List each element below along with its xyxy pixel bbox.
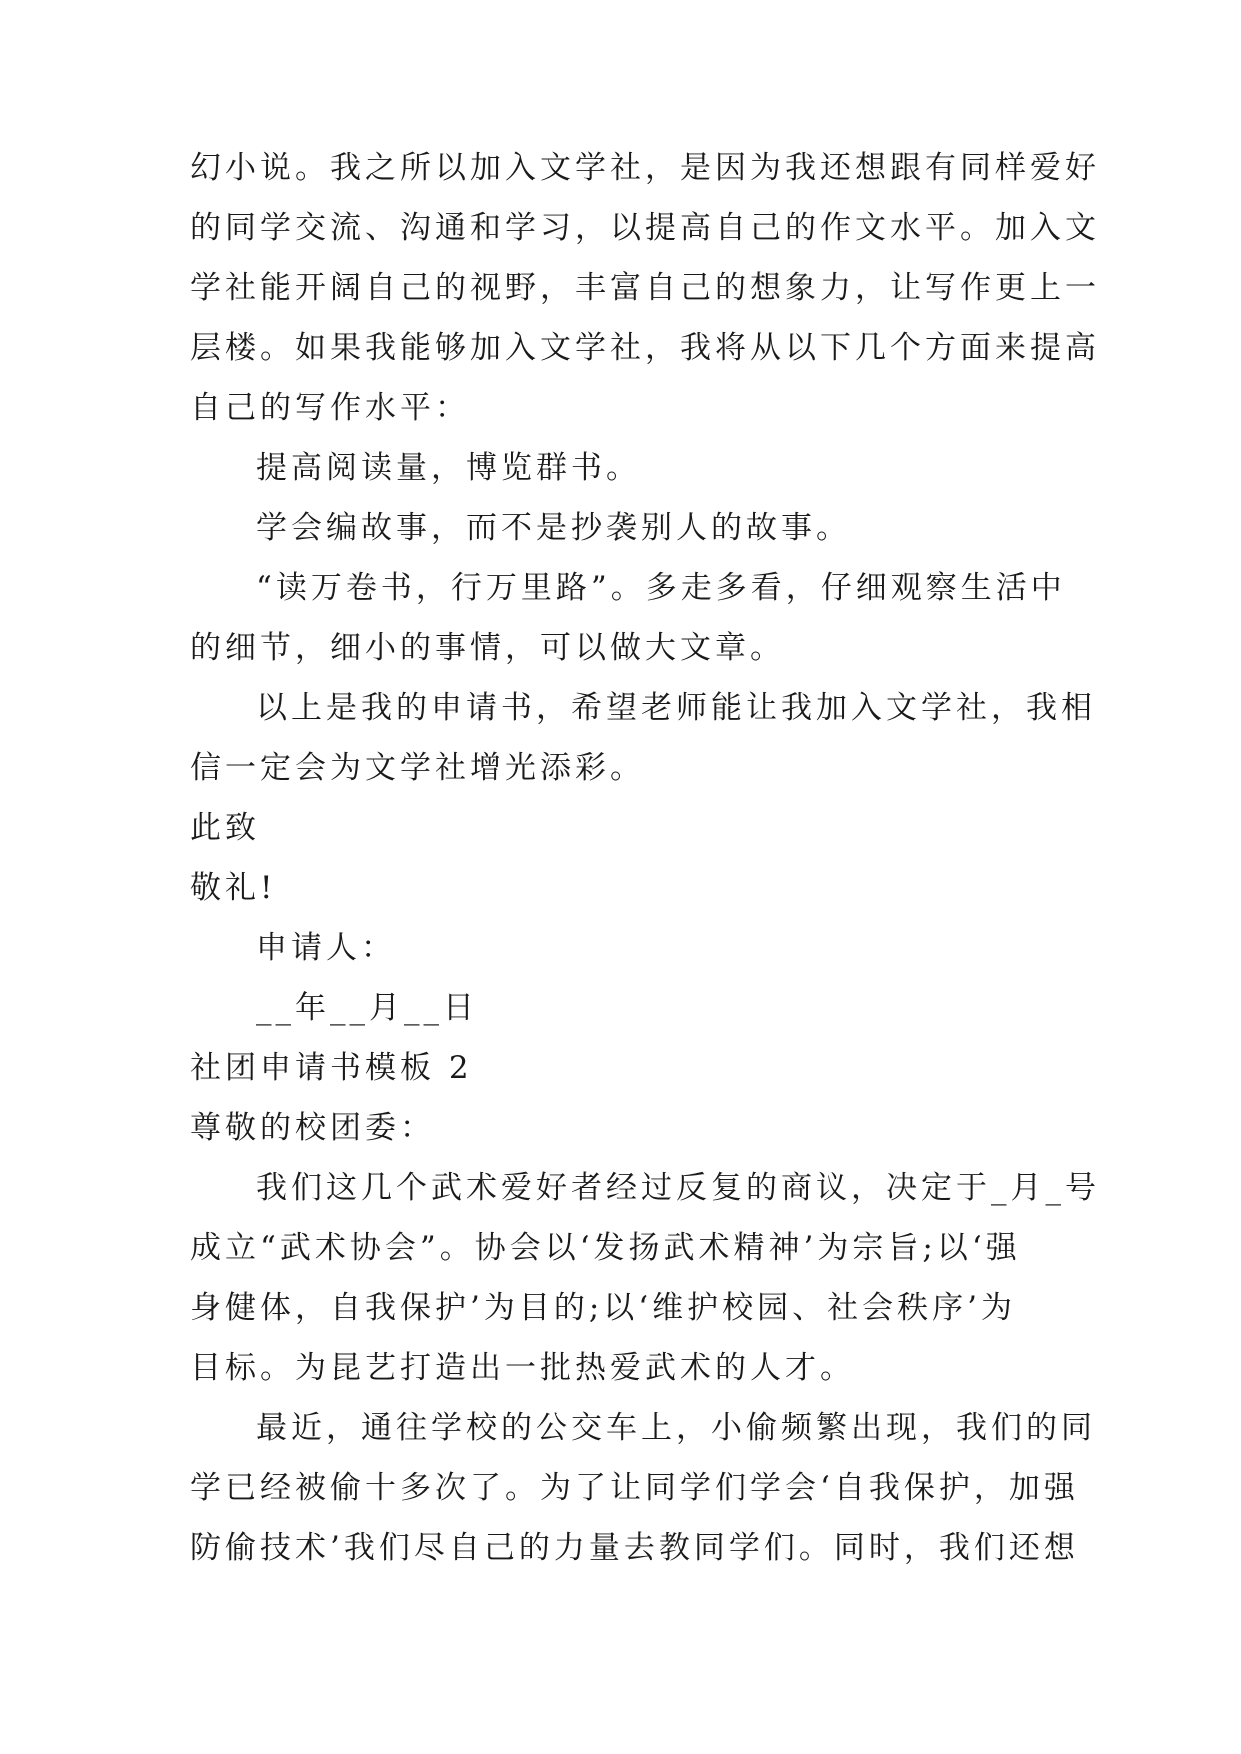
- text-line-6: 提高阅读量，博览群书。: [256, 450, 641, 486]
- text-line-3: 学社能开阔自己的视野，丰富自己的想象力，让写作更上一: [190, 270, 1100, 306]
- text-line-23: 学已经被偷十多次了。为了让同学们学会‘自我保护，加强: [190, 1470, 1079, 1506]
- applicant-label: 申请人：: [256, 930, 396, 966]
- text-line-2: 的同学交流、沟通和学习，以提高自己的作文水平。加入文: [190, 210, 1100, 246]
- closing-ci-zhi: 此致: [190, 810, 260, 846]
- text-line-7: 学会编故事，而不是抄袭别人的故事。: [256, 510, 851, 546]
- text-line-10: 以上是我的申请书，希望老师能让我加入文学社，我相: [256, 690, 1096, 726]
- text-line-22: 最近，通往学校的公交车上，小偷频繁出现，我们的同: [256, 1410, 1096, 1446]
- text-line-5: 自己的写作水平：: [190, 390, 470, 426]
- text-line-18: 我们这几个武术爱好者经过反复的商议，决定于_月_号: [256, 1170, 1100, 1206]
- closing-jing-li: 敬礼!: [190, 870, 277, 906]
- text-line-19: 成立“武术协会”。协会以‘发扬武术精神’为宗旨;以‘强: [190, 1230, 1021, 1266]
- date-line: __年__月__日: [256, 990, 478, 1026]
- text-line-11: 信一定会为文学社增光添彩。: [190, 750, 645, 786]
- text-line-9: 的细节，细小的事情，可以做大文章。: [190, 630, 785, 666]
- text-line-20: 身健体，自我保护’为目的;以‘维护校园、社会秩序’为: [190, 1290, 1017, 1326]
- section-title: 社团申请书模板 2: [190, 1050, 473, 1086]
- salutation: 尊敬的校团委：: [190, 1110, 435, 1146]
- text-line-24: 防偷技术’我们尽自己的力量去教同学们。同时，我们还想: [190, 1530, 1079, 1566]
- text-line-21: 目标。为昆艺打造出一批热爱武术的人才。: [190, 1350, 855, 1386]
- text-line-4: 层楼。如果我能够加入文学社，我将从以下几个方面来提高: [190, 330, 1100, 366]
- text-line-8: “读万卷书，行万里路”。多走多看，仔细观察生活中: [256, 570, 1066, 606]
- text-line-1: 幻小说。我之所以加入文学社，是因为我还想跟有同样爱好: [190, 150, 1100, 186]
